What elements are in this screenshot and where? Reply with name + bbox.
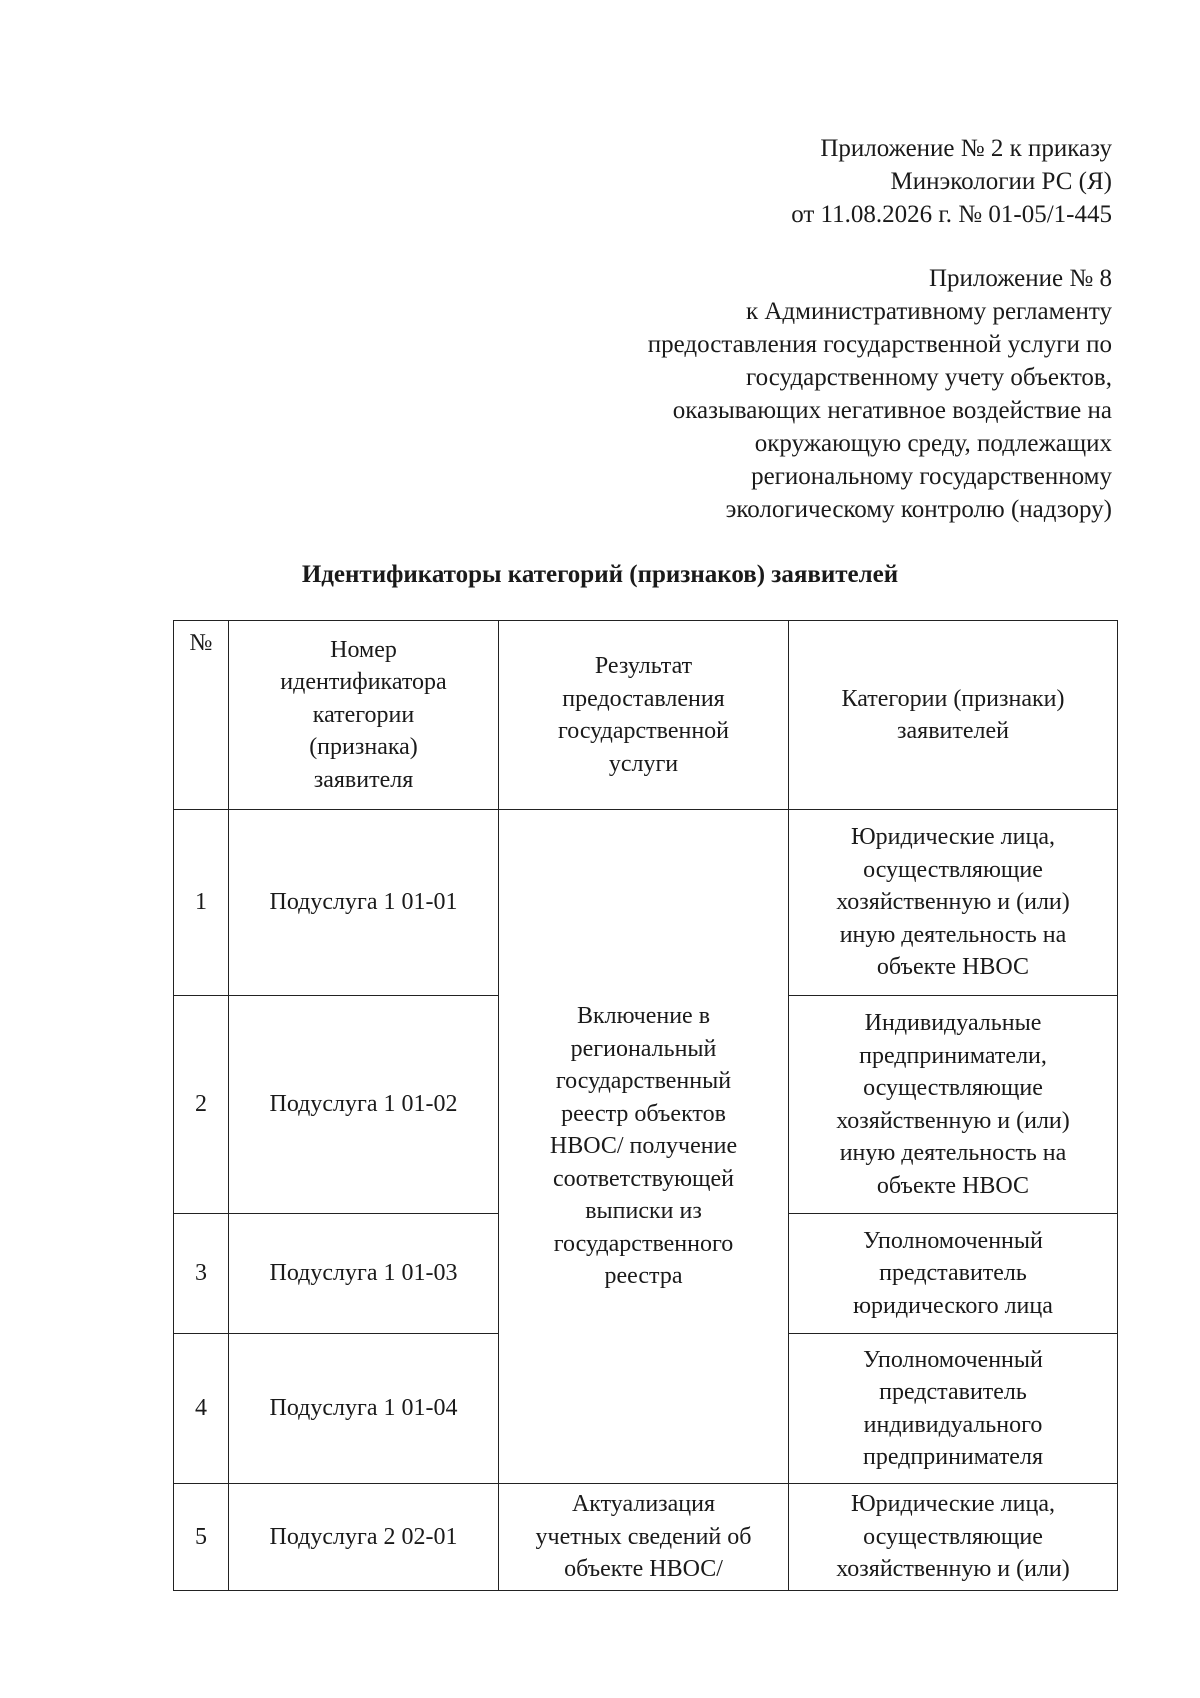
header-line: от 11.08.2026 г. № 01-05/1-445 [791, 201, 1112, 228]
row-category [789, 1484, 1118, 1591]
header-line: государственному учету объектов, [746, 364, 1112, 391]
header-line: региональному государственному [751, 463, 1112, 490]
row-identifier: Подуслуга 1 01-04 [229, 1334, 499, 1484]
row-category [789, 996, 1118, 1214]
header-text: идентификатора [280, 669, 447, 696]
cell-text: реестра [604, 1263, 683, 1290]
header-line: Приложение № 2 к приказу [820, 135, 1112, 162]
header-line: экологическому контролю (надзору) [725, 496, 1112, 523]
header-category [789, 621, 1118, 810]
cell-text: учетных сведений об [535, 1523, 752, 1550]
header-line: Приложение № 8 [928, 265, 1112, 292]
row-identifier: Подуслуга 1 01-03 [229, 1214, 499, 1334]
header-identifier [229, 621, 499, 810]
cell-text: реестр объектов [561, 1100, 726, 1127]
row-number: 4 [174, 1334, 229, 1484]
header-result [499, 621, 789, 810]
cell-text: объекте НВОС [876, 1172, 1030, 1199]
table-row [174, 1484, 1118, 1591]
row-number: 1 [174, 810, 229, 996]
header-text: категории [312, 701, 415, 728]
header-line: Минэкологии РС (Я) [890, 168, 1112, 195]
row-identifier: Подуслуга 2 02-01 [229, 1484, 499, 1591]
row-number: 2 [174, 996, 229, 1214]
appendix-order-header [791, 132, 1112, 231]
cell-text: осуществляющие [863, 856, 1043, 883]
cell-text: выписки из [585, 1198, 702, 1225]
row-identifier: Подуслуга 1 01-01 [229, 810, 499, 996]
cell-text: иную деятельность на [839, 1140, 1067, 1166]
cell-text: Индивидуальные [864, 1010, 1042, 1036]
header-text: Номер [330, 636, 397, 663]
cell-text: предприниматели, [859, 1042, 1047, 1069]
cell-text: хозяйственную и (или) [836, 1556, 1070, 1582]
header-text: государственной [557, 718, 730, 744]
cell-text: представитель [879, 1260, 1027, 1287]
row-number: 3 [174, 1214, 229, 1334]
header-line: предоставления государственной услуги по [647, 331, 1112, 358]
table-row [174, 810, 1118, 996]
cell-text: осуществляющие [863, 1523, 1043, 1550]
header-text: заявителя [313, 766, 414, 793]
cell-text: Юридические лица, [850, 1491, 1055, 1517]
applicant-categories-table [173, 620, 1118, 1591]
cell-text: хозяйственную и (или) [836, 1107, 1070, 1134]
cell-text: индивидуального [863, 1411, 1043, 1438]
cell-text: представитель [879, 1379, 1027, 1405]
cell-text: государственного [553, 1230, 734, 1257]
row-category [789, 1334, 1118, 1484]
cell-text: Актуализация [571, 1491, 716, 1517]
cell-text: иную деятельность на [839, 921, 1067, 948]
header-text: Категории (признаки) [841, 685, 1065, 712]
cell-text: объекте НВОС [876, 954, 1030, 981]
cell-text: Юридические лица, [850, 824, 1055, 851]
row-result-merged [499, 810, 789, 1484]
cell-text: объекте НВОС/ [564, 1556, 723, 1582]
header-text: предоставления [562, 685, 725, 712]
header-line: оказывающих негативное воздействие на [672, 397, 1112, 424]
cell-text: НВОС/ получение [549, 1133, 738, 1160]
cell-text: государственный [555, 1068, 732, 1095]
cell-text: хозяйственную и (или) [836, 889, 1070, 916]
header-line: окружающую среду, подлежащих [754, 430, 1112, 457]
cell-text: Включение в [576, 1003, 711, 1030]
cell-text: Уполномоченный [863, 1346, 1043, 1373]
document-title: Идентификаторы категорий (признаков) заявителей [301, 561, 899, 588]
header-number: № [174, 621, 229, 810]
row-category [789, 810, 1118, 996]
cell-text: региональный [570, 1035, 717, 1062]
header-text: Результат [594, 653, 693, 679]
cell-text: предпринимателя [863, 1444, 1043, 1470]
header-text: услуги [608, 750, 679, 777]
row-identifier: Подуслуга 1 01-02 [229, 996, 499, 1214]
header-line: к Административному регламенту [745, 298, 1112, 325]
cell-text: юридического лица [853, 1292, 1053, 1319]
appendix-regulation-header [648, 262, 1112, 526]
row-result [499, 1484, 789, 1591]
row-category [789, 1214, 1118, 1334]
row-number: 5 [174, 1484, 229, 1591]
header-text: (признака) [309, 734, 418, 761]
header-text: заявителей [897, 718, 1009, 744]
cell-text: Уполномоченный [863, 1227, 1043, 1254]
cell-text: осуществляющие [863, 1075, 1043, 1101]
table-header-row [174, 621, 1118, 810]
cell-text: соответствующей [552, 1165, 734, 1192]
